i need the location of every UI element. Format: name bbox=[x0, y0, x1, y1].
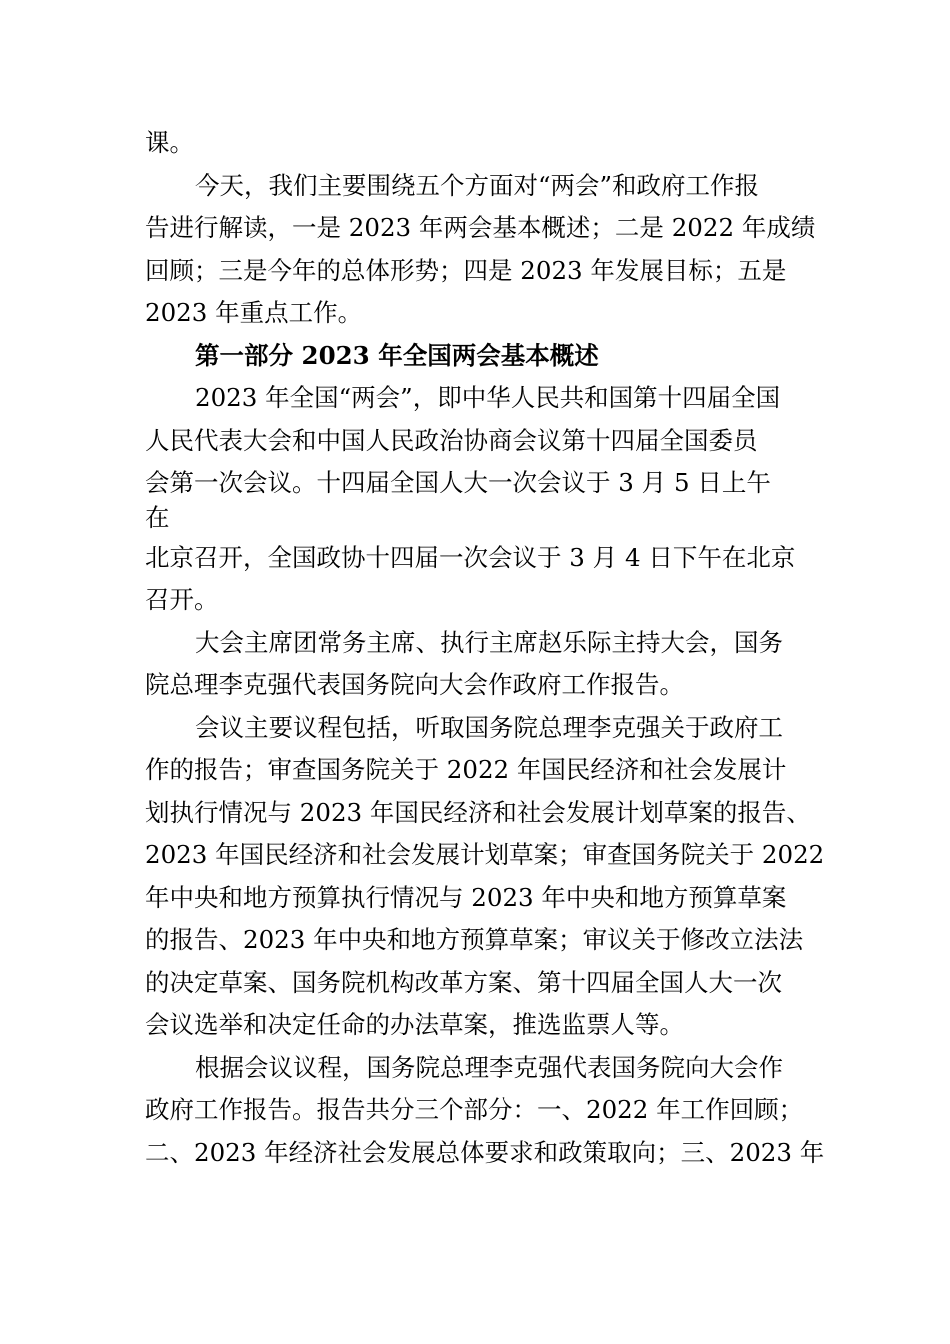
paragraph-start: 根据会议议程，国务院总理李克强代表国务院向大会作 bbox=[195, 1053, 783, 1082]
paragraph-start: 今天，我们主要围绕五个方面对“两会”和政府工作报 bbox=[195, 171, 760, 200]
text-line: 北京召开，全国政协十四届一次会议于 3 月 4 日下午在北京 bbox=[145, 543, 796, 572]
text-line: 课。 bbox=[145, 128, 194, 157]
text-line: 告进行解读，一是 2023 年两会基本概述；二是 2022 年成绩 bbox=[145, 213, 816, 242]
paragraph-start: 会议主要议程包括，听取国务院总理李克强关于政府工 bbox=[195, 713, 783, 742]
paragraph-start: 2023 年全国“两会”，即中华人民共和国第十四届全国 bbox=[195, 383, 781, 412]
paragraph-start: 大会主席团常务主席、执行主席赵乐际主持大会，国务 bbox=[195, 628, 783, 657]
text-line: 召开。 bbox=[145, 585, 219, 614]
text-line: 划执行情况与 2023 年国民经济和社会发展计划草案的报告、 bbox=[145, 798, 811, 827]
text-line: 会第一次会议。十四届全国人大一次会议于 3 月 5 日上午 bbox=[145, 468, 771, 497]
text-line: 人民代表大会和中国人民政治协商会议第十四届全国委员 bbox=[145, 426, 758, 455]
text-line: 院总理李克强代表国务院向大会作政府工作报告。 bbox=[145, 670, 684, 699]
text-line: 作的报告；审查国务院关于 2022 年国民经济和社会发展计 bbox=[145, 755, 787, 784]
text-line: 政府工作报告。报告共分三个部分：一、2022 年工作回顾； bbox=[145, 1095, 804, 1124]
text-line: 2023 年重点工作。 bbox=[145, 298, 363, 327]
text-line: 二、2023 年经济社会发展总体要求和政策取向；三、2023 年 bbox=[145, 1138, 825, 1167]
section-heading: 第一部分 2023 年全国两会基本概述 bbox=[195, 341, 599, 370]
text-line: 年中央和地方预算执行情况与 2023 年中央和地方预算草案 bbox=[145, 883, 787, 912]
text-line: 2023 年国民经济和社会发展计划草案；审查国务院关于 2022 bbox=[145, 840, 825, 869]
text-line: 会议选举和决定任命的办法草案，推选监票人等。 bbox=[145, 1010, 684, 1039]
text-line: 的报告、2023 年中央和地方预算草案；审议关于修改立法法 bbox=[145, 925, 804, 954]
text-line: 的决定草案、国务院机构改革方案、第十四届全国人大一次 bbox=[145, 968, 782, 997]
text-line: 回顾；三是今年的总体形势；四是 2023 年发展目标；五是 bbox=[145, 256, 787, 285]
text-line: 在 bbox=[145, 503, 170, 532]
